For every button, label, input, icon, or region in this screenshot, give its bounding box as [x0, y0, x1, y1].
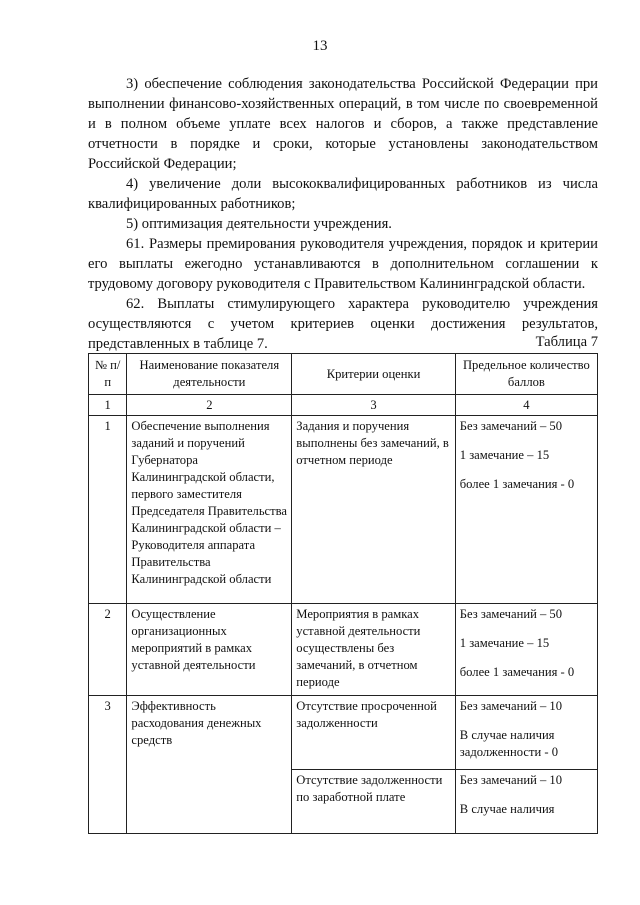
header-indicator: Наименование показателя деятельности [127, 354, 292, 395]
score-line: Без замечаний – 10 [459, 699, 563, 713]
table-caption: Таблица 7 [535, 334, 598, 350]
criteria-cell: Отсутствие просроченной задолженности [292, 696, 455, 770]
row-number: 1 [89, 416, 127, 604]
column-number: 4 [455, 395, 597, 416]
score-line: более 1 замечания - 0 [459, 477, 575, 491]
column-number: 2 [127, 395, 292, 416]
criteria-table [88, 353, 598, 834]
header-max-score: Предельное количество баллов [455, 354, 597, 395]
column-number: 1 [89, 395, 127, 416]
body-text [88, 74, 598, 354]
score-line: 1 замечание – 15 [459, 636, 550, 650]
score-line: Без замечаний – 50 [459, 607, 563, 621]
row-number: 3 [89, 696, 127, 834]
column-number: 3 [292, 395, 455, 416]
header-number: № п/п [89, 354, 127, 395]
score-line: Без замечаний – 10 [459, 773, 563, 787]
table-row [89, 696, 598, 770]
score-line: В случае наличия задолженности - 0 [459, 728, 558, 759]
page-number: 13 [312, 38, 328, 54]
indicator-cell: Обеспечение выполнения заданий и поручений Губернатора Калининградской области, первого заместителя Председателя Правительства Калининградской области – Руководителя аппарата Правительства Калининградской области [127, 416, 292, 604]
row-number: 2 [89, 604, 127, 696]
score-cell [455, 696, 597, 770]
indicator-cell: Эффективность расходования денежных средств [127, 696, 292, 834]
paragraph-61: 61. Размеры премирования руководителя учреждения, порядок и критерии его выплаты ежегодно устанавливаются в дополнительном соглашении к трудовому договору руководителя с Правительством Калининградской области. [88, 236, 598, 292]
score-cell [455, 770, 597, 834]
paragraph-62: 62. Выплаты стимулирующего характера руководителю учреждения осуществляются с учетом критериев оценки достижения результатов, представленных в таблице 7. [88, 296, 598, 352]
score-cell [455, 416, 597, 604]
score-line: Без замечаний – 50 [459, 419, 563, 433]
criteria-cell: Отсутствие задолженности по заработной плате [292, 770, 455, 834]
score-line: более 1 замечания - 0 [459, 665, 575, 679]
score-cell [455, 604, 597, 696]
score-line: 1 замечание – 15 [459, 448, 550, 462]
paragraph-4: 4) увеличение доли высококвалифицированных работников из числа квалифицированных работников; [88, 176, 598, 212]
paragraph-5: 5) оптимизация деятельности учреждения. [126, 216, 392, 232]
indicator-cell: Осуществление организационных мероприятий в рамках уставной деятельности [127, 604, 292, 696]
table-row [89, 416, 598, 604]
table-row [89, 604, 598, 696]
header-criteria: Критерии оценки [292, 354, 455, 395]
column-number-row [89, 395, 598, 416]
table-header-row [89, 354, 598, 395]
criteria-cell: Задания и поручения выполнены без замечаний, в отчетном периоде [292, 416, 455, 604]
score-line: В случае наличия [459, 802, 555, 816]
paragraph-3: 3) обеспечение соблюдения законодательства Российской Федерации при выполнении финансово-хозяйственных операций, в том числе по своевременной и в полном объеме уплате всех налогов и сборов, а также представление отчетности в порядке и сроки, которые установлены законодательством Российской Федерации; [88, 76, 598, 172]
criteria-cell: Мероприятия в рамках уставной деятельности осуществлены без замечаний, в отчетном периоде [292, 604, 455, 696]
